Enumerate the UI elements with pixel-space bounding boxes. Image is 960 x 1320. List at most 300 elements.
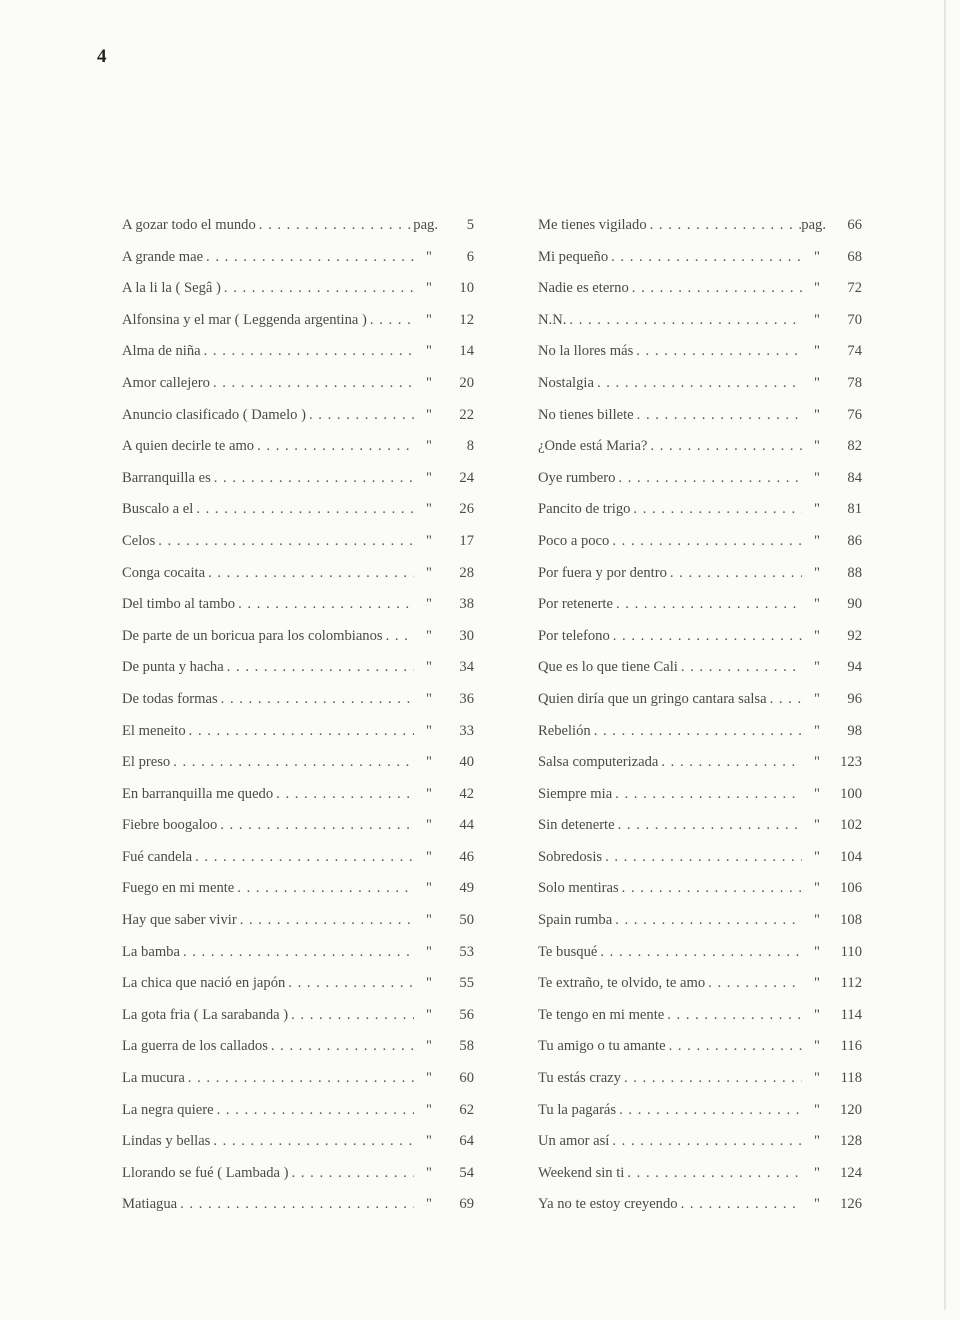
index-entry [538,501,862,533]
entry-title: Fuego en mi mente [122,880,235,897]
index-entry [122,343,474,375]
index-entry [122,912,474,944]
entry-mark: " [426,1070,432,1087]
entry-title: Solo mentiras [538,880,619,897]
entry-mark: " [426,406,432,423]
dot-leader [629,280,802,297]
index-entry [538,375,862,407]
index-entry [538,312,862,344]
entry-mark: " [426,912,432,929]
entry-title: Tu estás crazy [538,1070,621,1087]
index-entry [538,659,862,691]
index-entry [538,723,862,755]
dot-leader [224,659,414,676]
entry-page: 69 [459,1196,474,1213]
entry-page: 86 [847,532,862,549]
entry-title: El meneito [122,722,186,739]
index-entry [538,217,862,249]
entry-page: 84 [847,469,862,486]
dot-leader [210,375,414,392]
index-entry [538,438,862,470]
entry-page: 64 [459,1133,474,1150]
entry-mark: " [426,627,432,644]
entry-title: La guerra de los callados [122,1038,268,1055]
entry-title: Spain rumba [538,912,613,929]
index-entry [538,1070,862,1102]
index-entry [122,880,474,912]
dot-leader [664,1007,802,1024]
entry-page: 112 [840,975,862,992]
dot-leader [237,912,414,929]
entry-title: Salsa computerizada [538,754,659,771]
entry-page: 92 [847,627,862,644]
dot-leader [767,691,802,708]
entry-mark: " [426,1038,432,1055]
entry-mark: " [426,343,432,360]
index-entry [122,1102,474,1134]
entry-page: 70 [847,311,862,328]
entry-title: N.N. [538,311,567,328]
entry-page: 82 [847,438,862,455]
entry-mark: " [814,1164,820,1181]
entry-title: Matiagua [122,1196,178,1213]
entry-mark: " [814,532,820,549]
entry-title: Weekend sin ti [538,1164,625,1181]
entry-title: Barranquilla es [122,469,211,486]
entry-page: 110 [840,943,862,960]
entry-title: Conga cocaita [122,564,206,581]
entry-mark: " [814,975,820,992]
entry-title: Nostalgia [538,374,594,391]
index-entry [122,438,474,470]
entry-page: 6 [466,248,474,265]
entry-mark: " [426,754,432,771]
dot-leader [634,407,802,424]
index-entry [122,1165,474,1197]
index-entry [538,912,862,944]
entry-page: 34 [459,659,474,676]
entry-page: 8 [466,438,474,455]
dot-leader [566,312,802,329]
index-entry [538,407,862,439]
entry-title: La gota fria ( La sarabanda ) [122,1006,289,1023]
entry-title: La mucura [122,1070,185,1087]
entry-title: Siempre mia [538,785,613,802]
index-entry [538,786,862,818]
entry-page: 49 [459,880,474,897]
entry-page: 10 [459,280,474,297]
page-edge [944,0,946,1310]
entry-mark: " [426,785,432,802]
entry-title: Te tengo en mi mente [538,1006,665,1023]
index-entry [538,754,862,786]
entry-mark: " [814,659,820,676]
entry-title: Del timbo al tambo [122,596,236,613]
entry-title: Lindas y bellas [122,1133,211,1150]
index-entry [122,312,474,344]
entry-page: 62 [459,1101,474,1118]
dot-leader [155,533,414,550]
dot-leader [289,1165,414,1182]
entry-page: 42 [459,785,474,802]
index-entry [538,975,862,1007]
page-number: 4 [97,46,107,67]
entry-title: Anuncio clasificado ( Damelo ) [122,406,306,423]
entry-page: 26 [459,501,474,518]
entry-mark: " [814,406,820,423]
dot-leader [678,1196,802,1213]
dot-leader [186,723,414,740]
entry-title: Alma de niña [122,343,201,360]
entry-mark: " [814,280,820,297]
entry-page: 55 [459,975,474,992]
index-entry [122,1133,474,1165]
dot-leader [616,1102,802,1119]
dot-leader [234,880,414,897]
entry-title: Quien diría que un gringo cantara salsa [538,690,767,707]
dot-leader [203,249,414,266]
entry-title: Por retenerte [538,596,613,613]
entry-mark: " [814,343,820,360]
entry-mark: " [814,848,820,865]
entry-title: Un amor así [538,1133,610,1150]
entry-page: 17 [459,532,474,549]
entry-mark: " [426,1133,432,1150]
index-entry [538,1196,862,1228]
dot-leader [594,375,802,392]
entry-page: 56 [459,1006,474,1023]
index-entry [122,754,474,786]
entry-mark: " [426,1164,432,1181]
entry-mark: " [814,374,820,391]
entry-title: No la llores más [538,343,634,360]
entry-page: 38 [459,596,474,613]
entry-mark: " [426,564,432,581]
entry-mark: " [426,311,432,328]
dot-leader [288,1007,414,1024]
index-entry [122,1196,474,1228]
entry-title: Nadie es eterno [538,280,629,297]
entry-page: 14 [459,343,474,360]
dot-leader [180,944,414,961]
entry-page: 123 [840,754,862,771]
dot-leader [621,1070,802,1087]
dot-leader [609,533,802,550]
entry-mark: " [814,912,820,929]
entry-mark: " [426,1196,432,1213]
entry-mark: " [426,596,432,613]
entry-title: Sobredosis [538,848,603,865]
entry-title: Celos [122,532,156,549]
entry-mark: " [426,532,432,549]
index-entry [122,817,474,849]
entry-title: Hay que saber vivir [122,912,237,929]
dot-leader [211,470,414,487]
entry-title: Oye rumbero [538,469,616,486]
index-entry [122,407,474,439]
entry-title: La bamba [122,943,180,960]
entry-title: El preso [122,754,171,771]
entry-page: 100 [840,785,862,802]
index-entry [538,1038,862,1070]
entry-mark: " [814,943,820,960]
index-column-left [122,217,474,1228]
entry-mark: pag. [801,217,826,233]
entry-page: 116 [840,1038,862,1055]
entry-mark: " [814,501,820,518]
dot-leader [201,343,414,360]
entry-page: 20 [459,374,474,391]
entry-mark: " [426,438,432,455]
entry-page: 30 [459,627,474,644]
index-entry [538,691,862,723]
entry-title: A grande mae [122,248,204,265]
entry-mark: " [814,627,820,644]
entry-mark: " [426,848,432,865]
entry-title: De todas formas [122,690,218,707]
entry-page: 72 [847,280,862,297]
dot-leader [647,438,802,455]
entry-mark: " [814,564,820,581]
dot-leader [193,501,414,518]
entry-title: No tienes billete [538,406,634,423]
entry-mark: " [814,1196,820,1213]
entry-mark: " [426,880,432,897]
entry-page: 96 [847,690,862,707]
entry-page: 28 [459,564,474,581]
index-entry [122,975,474,1007]
index-entry [122,375,474,407]
dot-leader [610,628,802,645]
entry-title: Tu amigo o tu amante [538,1038,666,1055]
dot-leader [218,691,414,708]
entry-page: 120 [840,1101,862,1118]
entry-page: 46 [459,848,474,865]
entry-page: 5 [466,217,474,233]
entry-mark: " [814,248,820,265]
entry-page: 22 [459,406,474,423]
entry-page: 68 [847,248,862,265]
index-entry [538,849,862,881]
entry-mark: " [814,754,820,771]
index-entry [122,596,474,628]
entry-mark: " [814,1006,820,1023]
index-entry [538,565,862,597]
dot-leader [678,659,802,676]
entry-page: 118 [840,1070,862,1087]
entry-page: 58 [459,1038,474,1055]
dot-leader [254,438,414,455]
index-entry [538,1102,862,1134]
entry-page: 94 [847,659,862,676]
entry-title: Ya no te estoy creyendo [538,1196,678,1213]
index-entry [122,944,474,976]
index-entry [538,1165,862,1197]
dot-leader [192,849,414,866]
index-entry [122,1038,474,1070]
dot-leader [667,565,802,582]
entry-mark: " [426,659,432,676]
entry-title: A gozar todo el mundo [122,217,256,233]
dot-leader [185,1070,414,1087]
index-entry [538,1133,862,1165]
dot-leader [268,1038,414,1055]
entry-title: La chica que nació en japón [122,975,286,992]
entry-mark: " [814,690,820,707]
entry-mark: " [814,596,820,613]
entry-page: 90 [847,596,862,613]
entry-page: 53 [459,943,474,960]
entry-title: Fué candela [122,848,193,865]
entry-page: 98 [847,722,862,739]
entry-mark: " [426,722,432,739]
entry-mark: " [814,1070,820,1087]
index-entry [538,533,862,565]
dot-leader [615,470,802,487]
dot-leader [214,1102,414,1119]
entry-mark: " [426,975,432,992]
dot-leader [383,628,414,645]
index-entry [122,280,474,312]
index-entry [122,565,474,597]
dot-leader [235,596,414,613]
entry-mark: " [426,501,432,518]
entry-page: 108 [840,912,862,929]
dot-leader [624,1165,802,1182]
entry-title: Pancito de trigo [538,501,631,518]
entry-title: De parte de un boricua para los colombianos [122,627,383,644]
entry-mark: " [426,943,432,960]
index-entry [122,786,474,818]
entry-title: ¿Onde está Maria? [538,438,648,455]
entry-title: Te extraño, te olvido, te amo [538,975,706,992]
entry-mark: " [426,248,432,265]
index-entry [538,249,862,281]
index-entry [122,628,474,660]
index-entry [538,1007,862,1039]
entry-page: 128 [840,1133,862,1150]
entry-mark: " [814,1038,820,1055]
entry-page: 24 [459,469,474,486]
entry-page: 106 [840,880,862,897]
entry-mark: " [426,690,432,707]
entry-title: Mi pequeño [538,248,609,265]
dot-leader [597,944,802,961]
entry-mark: " [814,817,820,834]
entry-mark: " [814,722,820,739]
entry-page: 102 [840,817,862,834]
entry-mark: " [814,785,820,802]
entry-title: A la li la ( Segâ ) [122,280,221,297]
dot-leader [705,975,802,992]
dot-leader [612,786,802,803]
entry-title: La negra quiere [122,1101,214,1118]
index-entry [538,343,862,375]
entry-page: 12 [459,311,474,328]
index-entry [122,217,474,249]
entry-title: Fiebre boogaloo [122,817,218,834]
index-entry [538,817,862,849]
entry-mark: " [426,1006,432,1023]
dot-leader [666,1038,802,1055]
entry-title: Te busqué [538,943,598,960]
entry-mark: " [426,1101,432,1118]
entry-mark: " [426,817,432,834]
index-entry [538,944,862,976]
index-entry [538,470,862,502]
dot-leader [647,217,802,234]
dot-leader [608,249,802,266]
entry-title: En barranquilla me quedo [122,785,274,802]
entry-mark: " [426,280,432,297]
entry-page: 76 [847,406,862,423]
dot-leader [367,312,414,329]
dot-leader [210,1133,414,1150]
dot-leader [177,1196,414,1213]
entry-title: Alfonsina y el mar ( Leggenda argentina ) [122,311,367,328]
entry-title: Poco a poco [538,532,610,549]
dot-leader [591,723,802,740]
dot-leader [205,565,414,582]
entry-page: 74 [847,343,862,360]
dot-leader [630,501,802,518]
dot-leader [221,280,414,297]
dot-leader [609,1133,802,1150]
index-entry [538,280,862,312]
entry-page: 124 [840,1164,862,1181]
entry-page: 36 [459,690,474,707]
entry-mark: " [814,880,820,897]
entry-mark: " [814,1101,820,1118]
index-entry [538,596,862,628]
dot-leader [602,849,802,866]
entry-title: De punta y hacha [122,659,224,676]
index-column-right [538,217,862,1228]
entry-title: Por fuera y por dentro [538,564,667,581]
dot-leader [612,912,802,929]
dot-leader [613,596,802,613]
dot-leader [658,754,802,771]
index-entry [538,628,862,660]
index-entry [122,533,474,565]
entry-page: 33 [459,722,474,739]
entry-page: 81 [847,501,862,518]
index-entry [122,849,474,881]
entry-mark: " [814,438,820,455]
entry-page: 44 [459,817,474,834]
dot-leader [170,754,414,771]
entry-title: Por telefono [538,627,610,644]
entry-title: Tu la pagarás [538,1101,617,1118]
entry-page: 104 [840,848,862,865]
entry-mark: " [814,311,820,328]
entry-title: Amor callejero [122,374,210,391]
entry-title: Sin detenerte [538,817,615,834]
entry-mark: " [814,1133,820,1150]
entry-mark: " [426,374,432,391]
dot-leader [306,407,414,424]
entry-title: Buscalo a el [122,501,194,518]
index-entry [122,659,474,691]
entry-page: 54 [459,1164,474,1181]
entry-page: 88 [847,564,862,581]
entry-page: 60 [459,1070,474,1087]
index-entry [122,249,474,281]
index-entry [122,1007,474,1039]
dot-leader [615,817,802,834]
index-entry [122,1070,474,1102]
entry-title: Rebelión [538,722,591,739]
